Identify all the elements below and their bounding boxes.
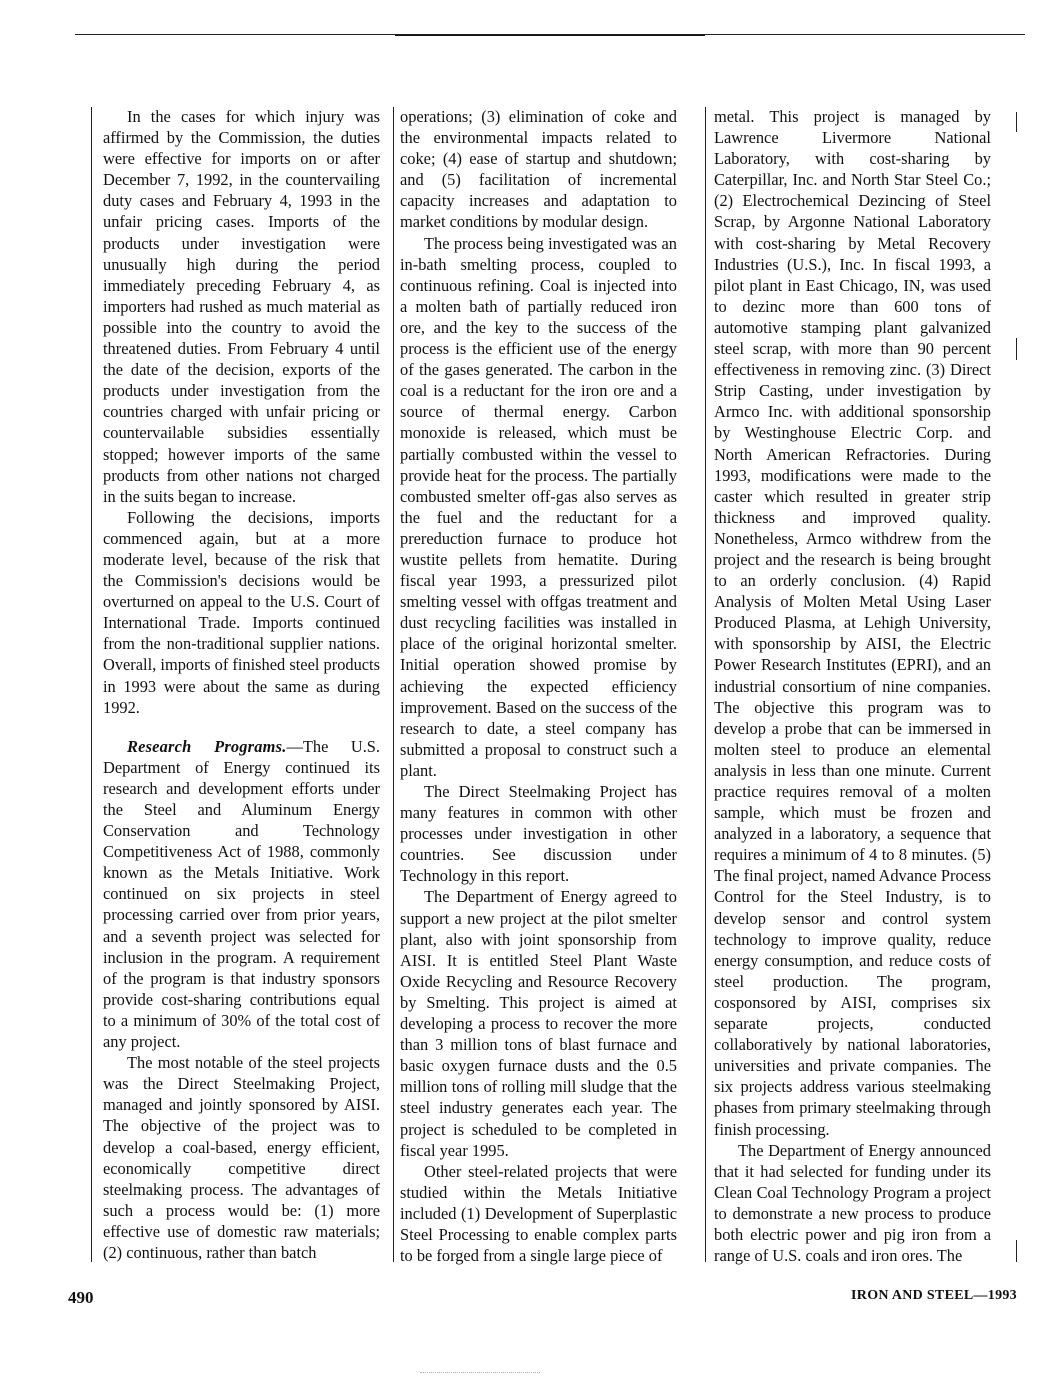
- text-column-2: [400, 106, 677, 1266]
- running-title: IRON AND STEEL—1993: [851, 1288, 1017, 1303]
- paragraph-text: —The U.S. Department of Energy continued its research and development efforts under the Steel and Aluminum Energy Conservation and Technology Competitiveness Act of 1988, commonly known as the Metals Initiative. Work continued on six projects in steel processing carried over from prior years, and a seventh project was selected for inclusion in the program. A requirement of the program is that industry sponsors provide cost-sharing contributions equal to a minimum of 30% of the total cost of any project.: [103, 736, 381, 1052]
- column-rule-left: [91, 107, 92, 1262]
- paragraph: Following the decisions, imports commenced again, but at a more moderate level, because of the risk that the Commission's decisions would be overturned on appeal to the U.S. Court of International Trade. Imports continued from the non-traditional supplier nations. Overall, imports of finished steel products in 1993 were about the same as during 1992.: [103, 507, 380, 717]
- edge-mark: [1016, 338, 1017, 360]
- scan-artifact: [420, 1372, 540, 1373]
- column-rule-middle: [393, 107, 394, 1262]
- paragraph: The Direct Steelmaking Project has many features in common with other processes under investigation in other countries. See discussion under Technology in this report.: [400, 782, 677, 886]
- edge-mark: [1016, 112, 1017, 132]
- text-column-3: [714, 106, 991, 1266]
- paragraph: The Department of Energy agreed to support a new project at the pilot smelter plant, also with joint sponsorship from AISI. It is entitled Steel Plant Waste Oxide Recycling and Resource Recovery by Smelting. This project is aimed at developing a process to recover the more than 3 million tons of blast furnace and basic oxygen furnace dusts and the 0.5 million tons of rolling mill sludge that the steel industry generates each year. The project is scheduled to be completed in fiscal year 1995.: [400, 887, 677, 1160]
- top-rule-accent: [395, 35, 705, 36]
- run-in-heading: Research Programs.: [127, 736, 287, 756]
- page-number: 490: [68, 1288, 94, 1307]
- column-rule-right: [705, 107, 706, 1262]
- paragraph: metal. This project is managed by Lawrence Livermore National Laboratory, with cost-sharing by Caterpillar, Inc. and North Star Steel Co.; (2) Electrochemical Dezincing of Steel Scrap, by Argonne National Laboratory with cost-sharing by Metal Recovery Industries (U.S.), Inc. In fiscal 1993, a pilot plant in East Chicago, IN, was used to dezinc more than 600 tons of automotive stamping plant galvanized steel scrap, with more than 90 percent effectiveness in removing zinc. (3) Direct Strip Casting, under investigation by Armco Inc. with additional sponsorship by Westinghouse Electric Corp. and North American Refractories. During 1993, modifications were made to the caster which resulted in greater strip thickness and improved quality. Nonetheless, Armco withdrew from the project and the research is being brought to an orderly conclusion. (4) Rapid Analysis of Molten Metal Using Laser Produced Plasma, at Lehigh University, with sponsorship by AISI, the Electric Power Research Institutes (EPRI), and an industrial consortium of nine companies. The objective this program was to develop a probe that can be immersed in molten steel to produce an elemental analysis in less than one minute. Current practice requires removal of a molten sample, which must be frozen and analyzed in a laboratory, a sequence that requires a minimum of 4 to 8 minutes. (5) The final project, named Advance Process Control for the Steel Industry, is to develop sensor and control system technology to improve quality, reduce energy consumption, and reduce costs of steel production. The program, cosponsored by AISI, comprises six separate projects, conducted collaboratively by national laboratories, universities and private companies. The six projects address various steelmaking phases from primary steelmaking through finish processing.: [714, 107, 991, 1139]
- edge-mark: [1016, 1240, 1017, 1262]
- paragraph-research-programs: [103, 736, 380, 1052]
- paragraph: Other steel-related projects that were studied within the Metals Initiative included (1) Development of Superplastic Steel Processing to enable complex parts to be forged from a single large piece of: [400, 1161, 677, 1266]
- paragraph: The Department of Energy announced that it had selected for funding under its Clean Coal Technology Program a project to demonstrate a new process to produce both electric power and pig iron from a range of U.S. coals and iron ores. The: [714, 1140, 991, 1266]
- paragraph: The process being investigated was an in-bath smelting process, coupled to continuous refining. Coal is injected into a molten bath of partially reduced iron ore, and the key to the success of the process is the efficient use of the energy of the gases generated. The carbon in the coal is a reductant for the iron ore and a source of thermal energy. Carbon monoxide is released, which must be partially combusted within the vessel to provide heat for the process. The partially combusted smelter off-gas also serves as the fuel and the reductant for a prereduction furnace to produce hot wustite pellets from hematite. During fiscal year 1993, a pressurized pilot smelting vessel with offgas treatment and dust recycling facilities was installed in place of the original horizontal smelter. Initial operation showed promise by achieving the expected efficiency improvement. Based on the success of the research to date, a steel company has submitted a proposal to construct such a plant.: [400, 233, 677, 780]
- paragraph: The most notable of the steel projects was the Direct Steelmaking Project, managed and jointly sponsored by AISI. The objective of the project was to develop a coal-based, energy efficient, economically competitive direct steelmaking process. The advantages of such a process would be: (1) more effective use of domestic raw materials; (2) continuous, rather than batch: [103, 1053, 380, 1262]
- text-column-1: [103, 106, 380, 1263]
- paragraph: operations; (3) elimination of coke and the environmental impacts related to coke; (4) ease of startup and shutdown; and (5) facilitation of incremental capacity increases and adaptation to market conditions by modular design.: [400, 107, 677, 232]
- paragraph: In the cases for which injury was affirmed by the Commission, the duties were effective for imports on or after December 7, 1992, in the countervailing duty cases and February 4, 1993 in the unfair pricing cases. Imports of the products under investigation were unusually high during the period immediately preceding February 4, as importers had rushed as much material as possible into the country to avoid the threatened duties. From February 4 until the date of the decision, exports of the products under investigation from the countries charged with unfair pricing or countervailable subsidies essentially stopped; however imports of the same products from other nations not charged in the suits began to increase.: [103, 107, 380, 506]
